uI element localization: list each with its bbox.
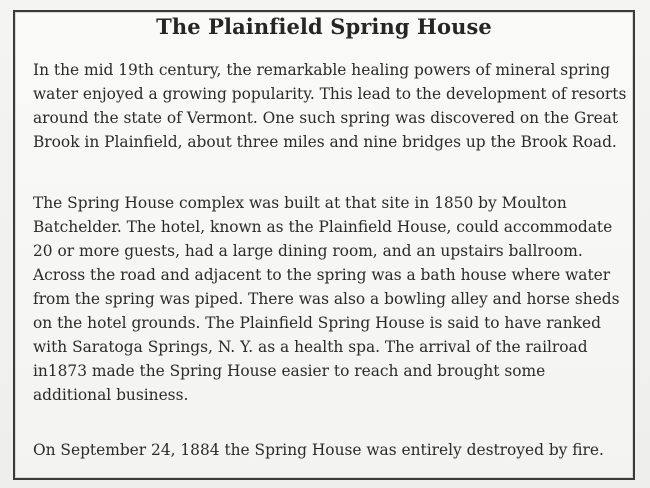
- sign-title: The Plainfield Spring House: [156, 14, 492, 39]
- sign-paragraph-fire: On September 24, 1884 the Spring House was entirely destroyed by fire.: [33, 441, 604, 459]
- historical-sign-panel: [13, 10, 635, 480]
- sign-paragraph-history: In the mid 19th century, the remarkable healing powers of mineral spring water enjoyed a growing popularity. This lead to the development of resorts around the state of Vermont. One such spring was discovered on the Great Brook in Plainfield, about three miles and nine bridges up the Brook Road.: [33, 61, 627, 151]
- sign-paragraph-complex: The Spring House complex was built at that site in 1850 by Moulton Batchelder. The hotel, known as the Plainfield House, could accommodate 20 or more guests, had a large dining room, and an upstairs ballroom. Across the road and adjacent to the spring was a bath house where water from the spring was piped. There was also a bowling alley and horse sheds on the hotel grounds. The Plainfield Spring House is said to have ranked with Saratoga Springs, N. Y. as a health spa. The arrival of the railroad in1873 made the Spring House easier to reach and brought some additional business.: [33, 194, 620, 404]
